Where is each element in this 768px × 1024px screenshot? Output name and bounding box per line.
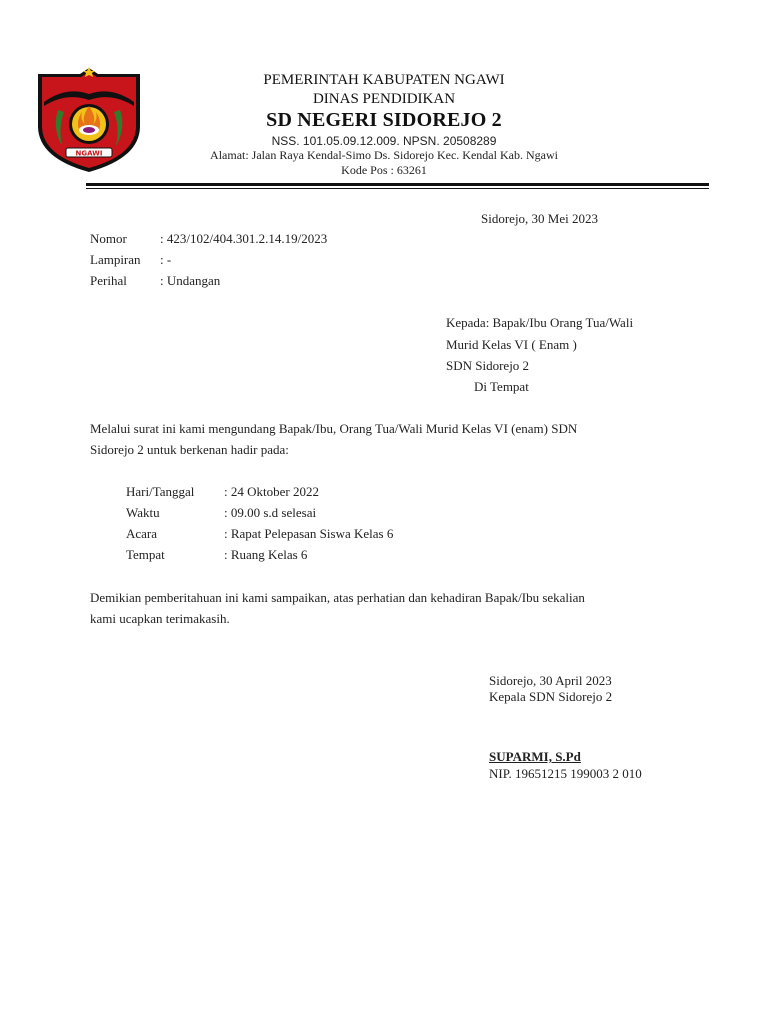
detail-value: : 09.00 s.d selesai [224,505,317,520]
signature-nip: NIP. 19651215 199003 2 010 [489,766,642,781]
meta-value: : - [160,252,172,267]
closing-line: Demikian pemberitahuan ini kami sampaikan, atas perhatian dan kehadiran Bapak/Ibu sekalian [90,590,585,605]
recipient-line: SDN Sidorejo 2 [446,358,530,373]
meta-value: : 423/102/404.301.2.14.19/2023 [160,231,328,246]
meta-value: : Undangan [160,273,221,288]
intro-paragraph [90,418,680,460]
meta-key: Lampiran [90,252,141,267]
signature-name: SUPARMI, S.Pd [489,749,581,764]
closing-line: kami ucapkan terimakasih. [90,611,230,626]
detail-value: : 24 Oktober 2022 [224,484,319,499]
recipient-line: Kepada: Bapak/Ibu Orang Tua/Wali [446,315,634,330]
meta-key: Perihal [90,273,127,288]
recipient-line: Murid Kelas VI ( Enam ) [446,337,577,352]
letterhead-government: PEMERINTAH KABUPATEN NGAWI [263,72,505,88]
svg-text:NGAWI: NGAWI [75,149,103,158]
letterhead-school-name: SD NEGERI SIDOREJO 2 [266,109,502,131]
recipient-line: Di Tempat [474,379,529,394]
letter-date: Sidorejo, 30 Mei 2023 [481,211,598,226]
detail-key: Hari/Tanggal [126,484,195,499]
intro-line: Melalui surat ini kami mengundang Bapak/Ibu, Orang Tua/Wali Murid Kelas VI (enam) SDN [90,421,578,436]
meta-key: Nomor [90,231,127,246]
intro-line: Sidorejo 2 untuk berkenan hadir pada: [90,442,289,457]
letterhead-postcode: Kode Pos : 63261 [341,163,427,177]
letterhead-divider-thin [86,188,709,189]
letterhead-department: DINAS PENDIDIKAN [312,91,456,107]
closing-paragraph [90,587,680,629]
detail-key: Acara [126,526,158,541]
signature-place-date: Sidorejo, 30 April 2023 [489,673,612,688]
signature-title: Kepala SDN Sidorejo 2 [489,689,613,704]
detail-key: Tempat [126,547,165,562]
letterhead-divider-thick [86,183,709,186]
detail-key: Waktu [126,505,160,520]
letterhead-address: Alamat: Jalan Raya Kendal-Simo Ds. Sidorejo Kec. Kendal Kab. Ngawi [210,148,558,162]
detail-value: : Rapat Pelepasan Siswa Kelas 6 [224,526,394,541]
detail-value: : Ruang Kelas 6 [224,547,308,562]
letterhead-nss-npsn: NSS. 101.05.09.12.009. NPSN. 20508289 [271,134,497,148]
